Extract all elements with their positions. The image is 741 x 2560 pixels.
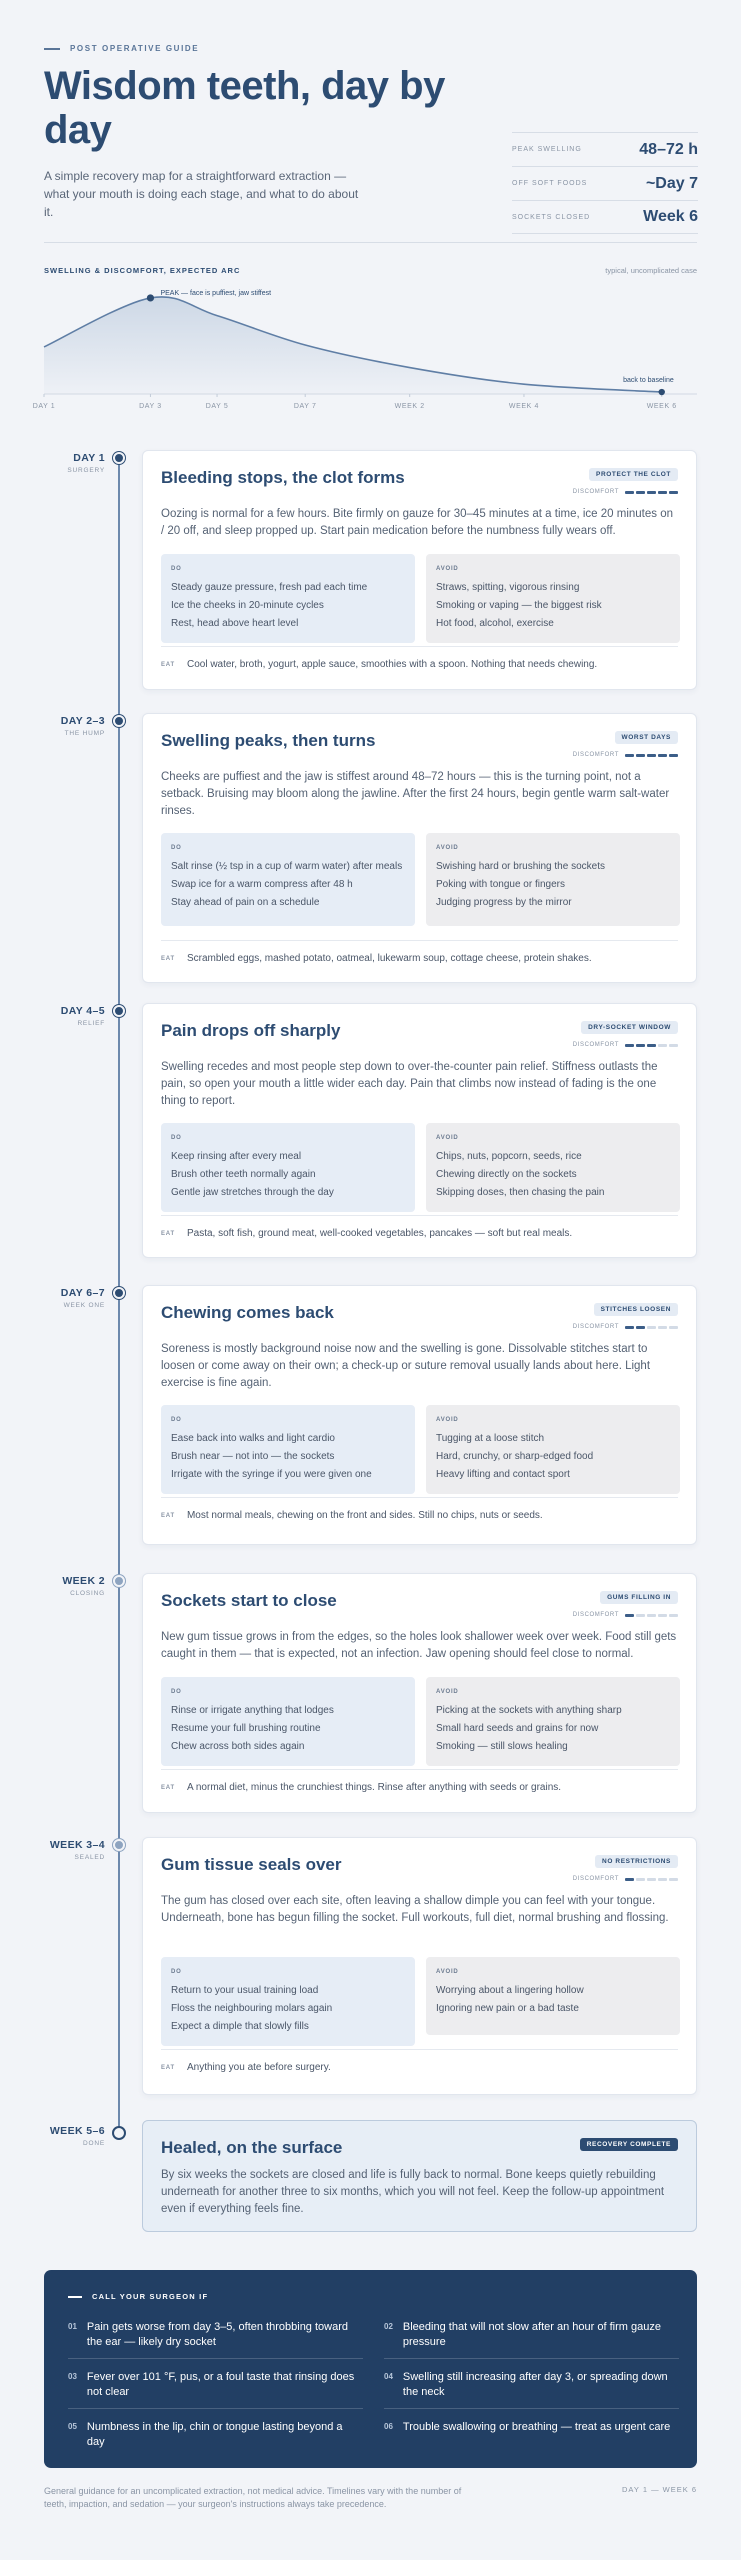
do-item: Rinse or irrigate anything that lodges [171, 1705, 334, 1716]
header-divider [44, 242, 697, 243]
chart-area-fill [44, 297, 662, 394]
stat-sockets-closed [512, 200, 698, 234]
eyebrow [44, 44, 199, 53]
discomfort-bar [625, 491, 634, 494]
avoid-item: Picking at the sockets with anything sharp [436, 1705, 622, 1716]
alert-number: 01 [68, 2322, 77, 2331]
do-item: Ice the cheeks in 20-minute cycles [171, 600, 324, 611]
eat-text: A normal diet, minus the crunchiest things. Rinse after anything with seeds or grains. [186, 1782, 562, 1793]
discomfort-bar [636, 491, 645, 494]
eat-label: EAT [161, 661, 175, 668]
eat-row [161, 1215, 678, 1239]
eat-label: EAT [161, 2064, 175, 2071]
stage-title: Pain drops off sharply [161, 1021, 341, 1040]
discomfort-bar [625, 1614, 634, 1617]
chart-tick-label: DAY 7 [293, 403, 317, 410]
do-box [161, 1677, 415, 1766]
eat-label: EAT [161, 1512, 175, 1519]
avoid-heading: AVOID [436, 1135, 459, 1141]
chart-peak-point [147, 294, 154, 301]
stage-body: Oozing is normal for a few hours. Bite firmly on gauze for 30–45 minutes at a time, ice 20 minutes on / 20 off, and sleep propped up. Start pain medication before the numbness fully wears off. [161, 508, 673, 537]
call-surgeon-title: CALL YOUR SURGEON IF [92, 2292, 209, 2301]
stage-sub: SEALED [74, 1854, 105, 1861]
surgeon-alert [68, 2370, 363, 2409]
stage-title: Healed, on the surface [161, 2138, 343, 2157]
stage-tag: RECOVERY COMPLETE [580, 2138, 678, 2151]
chart-tick-label: DAY 3 [139, 403, 162, 410]
do-box [161, 554, 415, 643]
stage-card [142, 450, 697, 690]
do-item: Return to your usual training load [171, 1985, 319, 1996]
surgeon-alert [384, 2370, 679, 2409]
stage-sub: THE HUMP [64, 730, 105, 737]
chart-note: typical, uncomplicated case [605, 266, 697, 275]
stat-off-soft-foods [512, 166, 698, 200]
do-item: Keep rinsing after every meal [171, 1151, 302, 1162]
discomfort-bar [658, 754, 667, 757]
stage-sub: DONE [83, 2140, 105, 2147]
timeline-dot [113, 1005, 125, 1017]
stat-label: OFF SOFT FOODS [512, 180, 588, 187]
stage-day: DAY 1 [73, 452, 105, 464]
stage-day: DAY 4–5 [60, 1005, 105, 1017]
avoid-item: Small hard seeds and grains for now [436, 1723, 599, 1734]
timeline-dot [113, 452, 125, 464]
alert-text: Numbness in the lip, chin or tongue lasting beyond a day [86, 2421, 343, 2448]
discomfort-bars [625, 1614, 678, 1617]
discomfort-meter [573, 1612, 678, 1618]
stage-body: Cheeks are puffiest and the jaw is stiffest around 48–72 hours — this is the turning point, not a setback. Bruising may bloom along the jawline. After the first 24 hours, begin gentle warm salt-water rinses. [161, 771, 670, 817]
eat-text: Most normal meals, chewing on the front and sides. Still no chips, nuts or seeds. [186, 1510, 543, 1521]
alert-text: Pain gets worse from day 3–5, often throbbing toward the ear — likely dry socket [86, 2321, 349, 2348]
stage-tag: STITCHES LOOSEN [594, 1303, 678, 1316]
page-title: Wisdom teeth, day by day [44, 64, 445, 152]
stage-card [142, 713, 697, 983]
discomfort-bar [658, 1326, 667, 1329]
discomfort-bar [636, 1326, 645, 1329]
stage-day: WEEK 3–4 [49, 1839, 105, 1851]
avoid-heading: AVOID [436, 566, 459, 572]
discomfort-label: DISCOMFORT [572, 752, 619, 758]
eyebrow-dash [44, 48, 60, 50]
timeline-dot [113, 1287, 125, 1299]
avoid-item: Smoking — still slows healing [436, 1741, 568, 1752]
do-box [161, 1123, 415, 1212]
stat-label: PEAK SWELLING [512, 146, 582, 153]
discomfort-bar [636, 1614, 645, 1617]
alert-text: Bleeding that will not slow after an hour of firm gauze pressure [402, 2321, 661, 2348]
footer-range: DAY 1 — WEEK 6 [622, 2485, 697, 2494]
discomfort-bar [669, 1878, 678, 1881]
alert-number: 02 [384, 2322, 393, 2331]
discomfort-bars [625, 1044, 678, 1047]
stage-day: WEEK 2 [62, 1575, 105, 1587]
discomfort-bar [636, 1878, 645, 1881]
stage-body: Soreness is mostly background noise now and the swelling is gone. Dissolvable stitches start to loosen or come away on their own; a check-up or suture removal usually lands about here. Light exercise is fine again. [161, 1343, 651, 1389]
eat-label: EAT [161, 1230, 175, 1237]
discomfort-meter [573, 1876, 678, 1882]
footer-note: General guidance for an uncomplicated extraction, not medical advice. Timelines vary with the number of teeth, impaction, and sedation — your surgeon's instructions always take precedence. [44, 2486, 462, 2509]
eat-row [161, 1497, 678, 1521]
stage-title: Sockets start to close [161, 1591, 337, 1610]
do-item: Rest, head above heart level [171, 618, 299, 629]
chart-end-point [659, 389, 665, 395]
chart-tick-label: DAY 5 [205, 403, 229, 410]
eat-text: Anything you ate before surgery. [186, 2062, 331, 2073]
do-item: Floss the neighbouring molars again [171, 2003, 333, 2014]
do-item: Chew across both sides again [171, 1741, 305, 1752]
eyebrow-text: POST OPERATIVE GUIDE [70, 44, 200, 53]
avoid-item: Chewing directly on the sockets [436, 1169, 577, 1180]
do-item: Gentle jaw stretches through the day [171, 1187, 334, 1198]
alert-number: 04 [384, 2372, 393, 2381]
alert-text: Trouble swallowing or breathing — treat as urgent care [402, 2421, 671, 2433]
avoid-item: Skipping doses, then chasing the pain [436, 1187, 605, 1198]
stage-sub: RELIEF [77, 1020, 105, 1027]
do-box [161, 1405, 415, 1494]
avoid-item: Poking with tongue or fingers [436, 879, 565, 890]
avoid-item: Hard, crunchy, or sharp-edged food [436, 1451, 594, 1462]
discomfort-bar [669, 1326, 678, 1329]
stage-label [30, 715, 105, 737]
timeline-dot [113, 715, 125, 727]
timeline-dot-final [112, 2126, 126, 2140]
discomfort-bar [658, 1878, 667, 1881]
avoid-item: Chips, nuts, popcorn, seeds, rice [436, 1151, 582, 1162]
eat-row [161, 2049, 678, 2073]
discomfort-bar [658, 491, 667, 494]
eat-row [161, 940, 678, 964]
eat-label: EAT [161, 1784, 175, 1791]
do-heading: DO [171, 1969, 182, 1975]
stage-sub: CLOSING [70, 1590, 105, 1597]
discomfort-bars [625, 1326, 678, 1329]
avoid-item: Ignoring new pain or a bad taste [436, 2003, 579, 2014]
swelling-arc-chart [32, 282, 697, 412]
avoid-item: Smoking or vaping — the biggest risk [436, 600, 602, 611]
stage-title: Gum tissue seals over [161, 1855, 342, 1874]
avoid-box [426, 1957, 680, 2035]
stage-label [30, 1005, 105, 1027]
surgeon-alert [68, 2320, 363, 2359]
avoid-item: Judging progress by the mirror [436, 897, 572, 908]
stage-card [142, 1003, 697, 1258]
stage-body: The gum has closed over each site, often leaving a shallow dimple you can feel with your tongue. Underneath, bone has begun filling the socket. Full workouts, full diet, normal brushing and flossing. [161, 1895, 669, 1924]
discomfort-bar [669, 754, 678, 757]
discomfort-label: DISCOMFORT [572, 1042, 619, 1048]
do-heading: DO [171, 1689, 182, 1695]
do-item: Steady gauze pressure, fresh pad each time [171, 582, 368, 593]
avoid-box [426, 1677, 680, 1766]
chart-end-annotation: back to baseline [623, 377, 674, 385]
discomfort-bar [625, 754, 634, 757]
stage-label [30, 1839, 105, 1861]
do-item: Brush other teeth normally again [171, 1169, 316, 1180]
avoid-heading: AVOID [436, 845, 459, 851]
stats-panel [512, 132, 698, 234]
stage-title: Swelling peaks, then turns [161, 731, 376, 750]
surgeon-alert [384, 2420, 679, 2443]
discomfort-label: DISCOMFORT [572, 1324, 619, 1330]
do-box [161, 833, 415, 926]
discomfort-bar [669, 491, 678, 494]
avoid-heading: AVOID [436, 1417, 459, 1423]
discomfort-bar [647, 491, 656, 494]
alert-text: Swelling still increasing after day 3, or spreading down the neck [402, 2371, 668, 2398]
call-surgeon-heading [68, 2292, 208, 2301]
chart-title: SWELLING & DISCOMFORT, EXPECTED ARC [44, 266, 241, 275]
discomfort-bar [647, 1878, 656, 1881]
do-item: Brush near — not into — the sockets [171, 1451, 335, 1462]
discomfort-bar [647, 754, 656, 757]
stage-label [30, 1575, 105, 1597]
chart-tick-label: WEEK 4 [508, 403, 539, 410]
surgeon-alert [68, 2420, 363, 2458]
avoid-item: Straws, spitting, vigorous rinsing [436, 582, 580, 593]
stage-title: Bleeding stops, the clot forms [161, 468, 405, 487]
do-item: Salt rinse (½ tsp in a cup of warm water) after meals [171, 861, 403, 872]
do-item: Swap ice for a warm compress after 48 h [171, 879, 353, 890]
avoid-heading: AVOID [436, 1969, 459, 1975]
stage-day: DAY 2–3 [60, 715, 105, 727]
discomfort-label: DISCOMFORT [572, 489, 619, 495]
discomfort-bar [636, 754, 645, 757]
avoid-item: Swishing hard or brushing the sockets [436, 861, 605, 872]
avoid-box [426, 554, 680, 643]
eat-text: Cool water, broth, yogurt, apple sauce, smoothies with a spoon. Nothing that needs chewing. [186, 659, 598, 670]
do-item: Ease back into walks and light cardio [171, 1433, 335, 1444]
stat-label: SOCKETS CLOSED [512, 213, 591, 221]
do-box [161, 1957, 415, 2046]
eat-text: Pasta, soft fish, ground meat, well-cooked vegetables, pancakes — soft but real meals. [186, 1228, 573, 1239]
surgeon-alert [384, 2320, 679, 2359]
lede: A simple recovery map for a straightforward extraction — what your mouth is doing each stage, and what to do about it. [44, 169, 359, 219]
stage-card-final [142, 2120, 697, 2232]
stat-peak-swelling [512, 132, 698, 166]
alert-number: 06 [384, 2422, 393, 2431]
stage-sub: SURGERY [67, 467, 105, 474]
stage-label [30, 452, 105, 474]
stage-body: Swelling recedes and most people step down to over-the-counter pain relief. Stiffness outlasts the pain, so open your mouth a little wider each day. Pain that climbs now instead of fading is the one thing to report. [161, 1061, 658, 1107]
discomfort-bar [625, 1326, 634, 1329]
timeline-dot [113, 1575, 125, 1587]
stage-card [142, 1573, 697, 1813]
discomfort-bar [669, 1044, 678, 1047]
do-heading: DO [171, 845, 182, 851]
alert-number: 03 [68, 2372, 77, 2381]
do-item: Irrigate with the syringe if you were given one [171, 1469, 372, 1480]
avoid-item: Heavy lifting and contact sport [436, 1469, 570, 1480]
avoid-item: Hot food, alcohol, exercise [436, 618, 554, 629]
stage-body: By six weeks the sockets are closed and life is fully back to normal. Bone keeps quietly rebuilding underneath for another three to six months, which you will not feel. Keep the follow-up appointment even if everything feels fine. [161, 2169, 665, 2215]
avoid-heading: AVOID [436, 1689, 459, 1695]
eat-row [161, 646, 678, 670]
stat-value: 48–72 h [639, 140, 698, 158]
avoid-box [426, 833, 680, 926]
discomfort-bars [625, 491, 678, 494]
alert-text: Fever over 101 °F, pus, or a foul taste that rinsing does not clear [86, 2371, 355, 2398]
stage-sub: WEEK ONE [63, 1302, 105, 1309]
do-item: Stay ahead of pain on a schedule [171, 897, 320, 908]
discomfort-bar [658, 1044, 667, 1047]
call-surgeon-panel [44, 2270, 697, 2468]
discomfort-bar [647, 1614, 656, 1617]
do-item: Expect a dimple that slowly fills [171, 2021, 309, 2032]
discomfort-meter [573, 752, 678, 758]
stage-day: DAY 6–7 [60, 1287, 105, 1299]
stage-label-final [30, 2125, 105, 2147]
discomfort-bars [625, 754, 678, 757]
do-item: Resume your full brushing routine [171, 1723, 321, 1734]
eat-text: Scrambled eggs, mashed potato, oatmeal, lukewarm soup, cottage cheese, protein shakes. [186, 953, 592, 964]
discomfort-bar [625, 1878, 634, 1881]
eat-row [161, 1769, 678, 1793]
avoid-item: Worrying about a lingering hollow [436, 1985, 584, 1996]
stage-card [142, 1285, 697, 1545]
stage-tag: NO RESTRICTIONS [595, 1855, 678, 1868]
alert-number: 05 [68, 2422, 77, 2431]
discomfort-bars [625, 1878, 678, 1881]
avoid-item: Tugging at a loose stitch [436, 1433, 545, 1444]
do-heading: DO [171, 1135, 182, 1141]
stage-card [142, 1837, 697, 2095]
chart-tick-label: DAY 1 [32, 403, 56, 410]
stage-tag: DRY-SOCKET WINDOW [581, 1021, 678, 1034]
avoid-box [426, 1123, 680, 1212]
chart-tick-label: WEEK 2 [394, 403, 425, 410]
discomfort-bar [669, 1614, 678, 1617]
chart-peak-annotation: PEAK — face is puffiest, jaw stiffest [160, 289, 272, 297]
discomfort-meter [573, 1042, 678, 1048]
discomfort-bar [647, 1326, 656, 1329]
discomfort-meter [573, 1324, 678, 1330]
chart-tick-label: WEEK 6 [646, 403, 677, 410]
stage-tag: GUMS FILLING IN [600, 1591, 678, 1604]
stat-value: ~Day 7 [645, 174, 698, 192]
heading-dash [68, 2296, 82, 2298]
discomfort-meter [573, 489, 678, 495]
discomfort-bar [658, 1614, 667, 1617]
stage-body: New gum tissue grows in from the edges, so the holes look shallower week over week. Food still gets caught in them — that is expected, not an infection. Jaw opening should feel close to normal. [161, 1631, 677, 1660]
discomfort-bar [625, 1044, 634, 1047]
do-heading: DO [171, 1417, 182, 1423]
stat-value: Week 6 [643, 208, 698, 225]
discomfort-bar [636, 1044, 645, 1047]
do-heading: DO [171, 566, 182, 572]
discomfort-label: DISCOMFORT [572, 1876, 619, 1882]
stage-day: WEEK 5–6 [49, 2125, 105, 2137]
discomfort-bar [647, 1044, 656, 1047]
timeline-dot [113, 1839, 125, 1851]
avoid-box [426, 1405, 680, 1494]
stage-tag: WORST DAYS [615, 731, 678, 744]
discomfort-label: DISCOMFORT [572, 1612, 619, 1618]
eat-label: EAT [161, 955, 175, 962]
stage-label [30, 1287, 105, 1309]
stage-title: Chewing comes back [161, 1303, 334, 1322]
stage-tag: PROTECT THE CLOT [589, 468, 678, 481]
